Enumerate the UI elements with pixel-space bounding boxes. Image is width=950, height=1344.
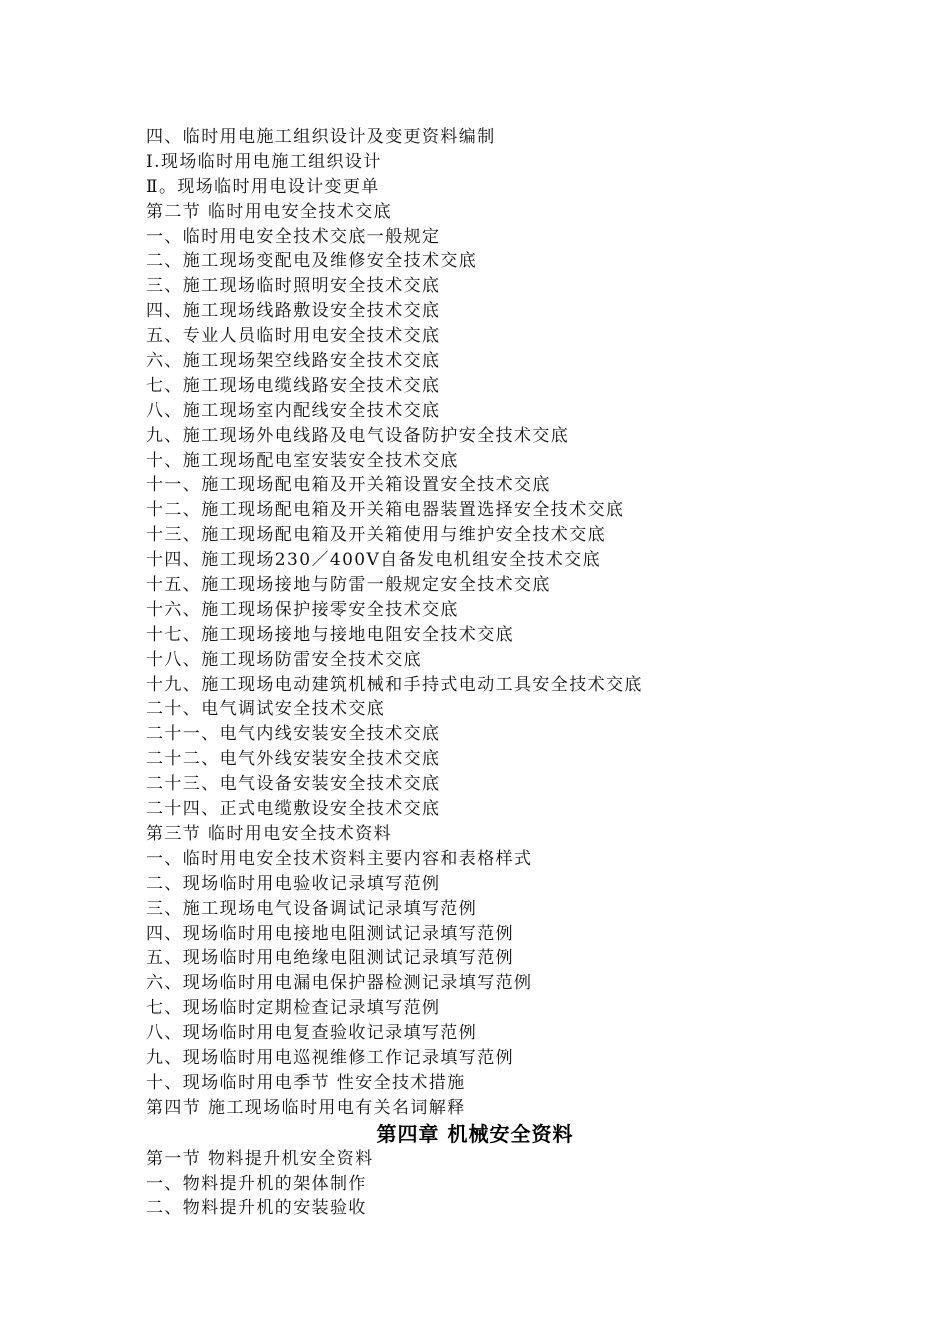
toc-line: 二十、电气调试安全技术交底 (146, 699, 386, 720)
toc-line: 十八、施工现场防雷安全技术交底 (146, 649, 422, 670)
toc-line: 二十二、电气外线安装安全技术交底 (146, 749, 441, 770)
toc-line: 二、施工现场变配电及维修安全技术交底 (146, 251, 478, 272)
toc-line: 九、现场临时用电巡视维修工作记录填写范例 (146, 1047, 514, 1068)
toc-line: 五、专业人员临时用电安全技术交底 (146, 326, 441, 347)
toc-line: 二、现场临时用电验收记录填写范例 (146, 873, 441, 894)
toc-line: 六、现场临时用电漏电保护器检测记录填写范例 (146, 973, 533, 994)
chapter-title: 第四章 机械安全资料 (376, 1121, 574, 1146)
toc-line: 二十四、正式电缆敷设安全技术交底 (146, 799, 441, 820)
toc-line: 六、施工现场架空线路安全技术交底 (146, 351, 441, 372)
toc-line: 九、施工现场外电线路及电气设备防护安全技术交底 (146, 425, 570, 446)
toc-line: 二十三、电气设备安装安全技术交底 (146, 774, 441, 795)
toc-line: I.现场临时用电施工组织设计 (146, 151, 382, 172)
toc-line: 八、现场临时用电复查验收记录填写范例 (146, 1023, 478, 1044)
toc-line: 十、施工现场配电室安装安全技术交底 (146, 450, 459, 471)
toc-line: 八、施工现场室内配线安全技术交底 (146, 400, 441, 421)
toc-line: 四、施工现场线路敷设安全技术交底 (146, 301, 441, 322)
toc-line: 十七、施工现场接地与接地电阻安全技术交底 (146, 624, 514, 645)
toc-line: 一、临时用电安全技术交底一般规定 (146, 226, 441, 247)
toc-line: 二、物料提升机的安装验收 (146, 1198, 367, 1219)
toc-line: 十三、施工现场配电箱及开关箱使用与维护安全技术交底 (146, 525, 606, 546)
toc-line: 二十一、电气内线安装安全技术交底 (146, 724, 441, 745)
section-heading: 第四节 施工现场临时用电有关名词解释 (146, 1097, 466, 1118)
toc-line: 四、临时用电施工组织设计及变更资料编制 (146, 127, 496, 147)
toc-line: Ⅱ。现场临时用电设计变更单 (146, 176, 380, 197)
toc-line: 十一、施工现场配电箱及开关箱设置安全技术交底 (146, 475, 551, 496)
toc-line: 十九、施工现场电动建筑机械和手持式电动工具安全技术交底 (146, 674, 643, 695)
toc-line: 五、现场临时用电绝缘电阻测试记录填写范例 (146, 948, 514, 969)
toc-line: 十六、施工现场保护接零安全技术交底 (146, 599, 459, 620)
toc-line: 四、现场临时用电接地电阻测试记录填写范例 (146, 923, 514, 944)
toc-line: 七、施工现场电缆线路安全技术交底 (146, 375, 441, 396)
toc-line: 十四、施工现场230／400V自备发电机组安全技术交底 (146, 550, 601, 571)
toc-line: 十二、施工现场配电箱及开关箱电器装置选择安全技术交底 (146, 500, 625, 521)
section-heading: 第一节 物料提升机安全资料 (146, 1148, 374, 1169)
toc-line: 七、现场临时定期检查记录填写范例 (146, 998, 441, 1019)
toc-line: 一、物料提升机的架体制作 (146, 1173, 367, 1194)
table-of-contents (146, 125, 846, 1221)
toc-line: 一、临时用电安全技术资料主要内容和表格样式 (146, 848, 533, 869)
toc-line: 三、施工现场临时照明安全技术交底 (146, 276, 441, 297)
toc-line: 三、施工现场电气设备调试记录填写范例 (146, 898, 478, 919)
toc-line: 十、现场临时用电季节 性安全技术措施 (146, 1072, 466, 1093)
section-heading: 第三节 临时用电安全技术资料 (146, 823, 393, 844)
section-heading: 第二节 临时用电安全技术交底 (146, 201, 393, 222)
toc-line: 十五、施工现场接地与防雷一般规定安全技术交底 (146, 575, 551, 596)
